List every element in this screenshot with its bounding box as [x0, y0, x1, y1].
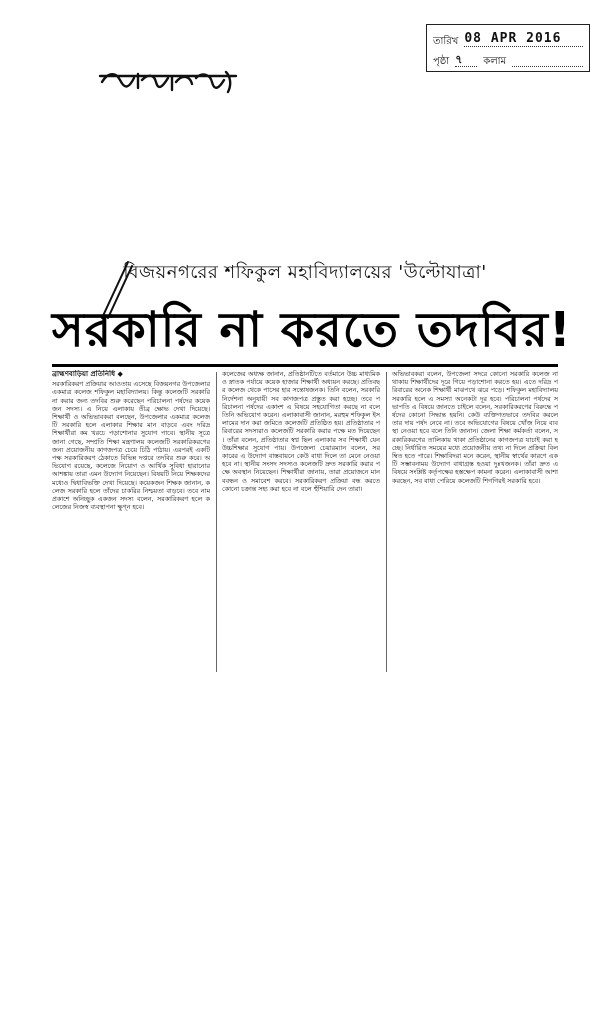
- article-column-3: [392, 370, 558, 688]
- article-headline: সরকারি না করতে তদবির!: [52, 302, 572, 358]
- stamp-date-row: [433, 29, 583, 47]
- stamp-date-value: 08 APR 2016: [464, 32, 583, 47]
- article-column-1: [52, 370, 210, 688]
- masthead-handwriting-icon: [98, 66, 240, 96]
- stamp-column-blank: [512, 54, 583, 67]
- article-column-2: [222, 370, 380, 688]
- stamp-page-label: পৃষ্ঠা: [433, 56, 450, 67]
- clipping-date-stamp: [426, 24, 590, 72]
- newspaper-masthead-logo: [98, 66, 240, 96]
- stamp-page-value: ৭: [455, 54, 477, 67]
- headline-rule: [52, 364, 558, 367]
- article-kicker: বিজয়নগরের শফিকুল মহাবিদ্যালয়ের 'উল্টোযাত্রা': [123, 262, 487, 283]
- column-divider: [386, 372, 387, 672]
- article-byline: ব্রাহ্মণবাড়িয়া প্রতিনিধি ◆: [52, 370, 123, 378]
- article-column-3-text: অভিভাবকরা বলেন, উপজেলা সদরে কোনো সরকারি কলেজ না থাকায় শিক্ষার্থীদের দূরে গিয়ে পড়াশোনা করতে হয়। এতে দরিদ্র পরিবারের অনেক শিক্ষার্থী মাঝপথে ঝরে পড়ে। শফিকুল মহাবিদ্যালয় সরকারি হলে এ সমস্যা অনেকটা দূর হবে। পরিচালনা পর্ষদের সভাপতি এ বিষয়ে জানতে চাইলে বলেন, সরকারিকরণের বিরুদ্ধে পর্ষদের কোনো সিদ্ধান্ত হয়নি। কেউ ব্যক্তিগতভাবে তদবির করলে তার দায় পর্ষদ নেবে না। তবে অভিযোগের বিষয়ে খোঁজ নিয়ে ব্যবস্থা নেওয়া হবে বলে তিনি জানান। জেলা শিক্ষা কর্মকর্তা বলেন, সরকারিকরণের তালিকায় থাকা প্রতিষ্ঠানের কাগজপত্র যাচাই করা হচ্ছে। নির্ধারিত সময়ের মধ্যে প্রয়োজনীয় তথ্য না দিলে প্রক্রিয়া বিলম্বিত হতে পারে। শিক্ষাবিদরা মনে করেন, স্থানীয় স্বার্থের কারণে একটি সম্ভাবনাময় উদ্যোগ বাধাগ্রস্ত হওয়া দুঃখজনক। তাঁরা দ্রুত এ বিষয়ে সংশ্লিষ্ট কর্তৃপক্ষের হস্তক্ষেপ কামনা করেন। এলাকাবাসী আশা করছেন, সব বাধা পেরিয়ে কলেজটি শিগগিরই সরকারি হবে।: [392, 370, 558, 485]
- stamp-column-label: কলাম: [483, 56, 507, 67]
- column-divider: [216, 372, 217, 672]
- news-clipping: [52, 256, 572, 688]
- stamp-date-label: তারিখ: [433, 36, 459, 47]
- article-column-1-text: সরকারিকরণ প্রক্রিয়ার আওতায় এসেছে বিজয়নগর উপজেলার একমাত্র কলেজ শফিকুল মহাবিদ্যালয়। কিন্তু কলেজটি সরকারি না করার জন্য তদবির শুরু করেছেন পরিচালনা পর্ষদের কয়েকজন সদস্য। এ নিয়ে এলাকায় তীব্র ক্ষোভ দেখা দিয়েছে। শিক্ষার্থী ও অভিভাবকরা বলছেন, উপজেলার একমাত্র কলেজটি সরকারি হলে এলাকার শিক্ষার মান বাড়বে এবং দরিদ্র শিক্ষার্থীরা কম খরচে পড়াশোনার সুযোগ পাবে। স্থানীয় সূত্রে জানা গেছে, সম্প্রতি শিক্ষা মন্ত্রণালয় কলেজটি সরকারিকরণের জন্য প্রয়োজনীয় কাগজপত্র চেয়ে চিঠি পাঠায়। এরপরই একটি পক্ষ সরকারিকরণ ঠেকাতে বিভিন্ন দপ্তরে তদবির শুরু করে। অভিযোগ রয়েছে, কলেজে নিয়োগ ও আর্থিক সুবিধা হারানোর আশঙ্কায় তারা এমন উদ্যোগ নিয়েছেন। বিষয়টি নিয়ে শিক্ষকদের মধ্যেও দ্বিধাবিভক্তি দেখা দিয়েছে। কয়েকজন শিক্ষক জানান, কলেজ সরকারি হলে তাঁদের চাকরির নিশ্চয়তা বাড়বে। তবে নাম প্রকাশে অনিচ্ছুক একজন সদস্য বলেন, সরকারিকরণ হলে কলেজের নিজস্ব ব্যবস্থাপনা ক্ষুণ্ন হবে।: [52, 380, 210, 512]
- stamp-page-row: [433, 49, 583, 67]
- article-column-2-text: কলেজের অধ্যক্ষ জানান, প্রতিষ্ঠানটিতে বর্তমানে উচ্চ মাধ্যমিক ও স্নাতক পর্যায়ে কয়েক হাজার শিক্ষার্থী অধ্যয়ন করছে। প্রতিবছর কলেজ থেকে পাসের হার সন্তোষজনক। তিনি বলেন, সরকারি নির্দেশনা অনুযায়ী সব কাগজপত্র প্রস্তুত করা হচ্ছে। তবে পরিচালনা পর্ষদের একাংশ এ বিষয়ে সহযোগিতা করছে না বলে তিনি অভিযোগ করেন। এলাকাবাসী জানান, মরহুম শফিকুল ইসলামের দান করা জমিতে কলেজটি প্রতিষ্ঠিত হয়। প্রতিষ্ঠাতার পরিবারের সদস্যরাও কলেজটি সরকারি করার পক্ষে মত দিয়েছেন। তাঁরা বলেন, প্রতিষ্ঠাতার স্বপ্ন ছিল এলাকার সব শিক্ষার্থী যেন উচ্চশিক্ষার সুযোগ পায়। উপজেলা চেয়ারম্যান বলেন, সরকারের এ উদ্যোগ বাস্তবায়নে কেউ বাধা দিলে তা মেনে নেওয়া হবে না। স্থানীয় সংসদ সদস্যও কলেজটি দ্রুত সরকারি করার পক্ষে অবস্থান নিয়েছেন। শিক্ষার্থীরা জানায়, তারা প্রয়োজনে মানববন্ধন ও সমাবেশ করবে। সরকারিকরণ প্রক্রিয়া বন্ধ করতে কোনো চক্রান্ত সহ্য করা হবে না বলে হুঁশিয়ারি দেন তারা।: [222, 370, 380, 493]
